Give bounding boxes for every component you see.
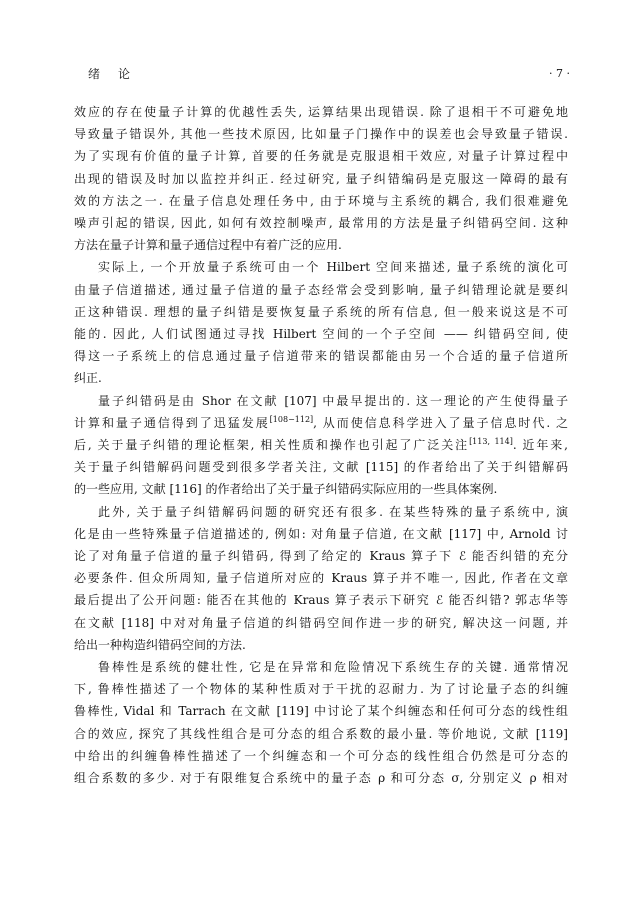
text-line: 此外, 关于量子纠错解码问题的研究还有很多. 在某些特殊的量子系统中, 演 [98, 504, 568, 519]
page-number: · 7 · [549, 67, 570, 80]
text-line: 由量子信道描述, 通过量子信道的量子态经常会受到影响, 量子纠错理论就是要纠 [74, 282, 568, 297]
body-text [74, 101, 568, 789]
citation-superscript: [113, 114] [469, 437, 513, 447]
text-line: 合的效应, 探究了其线性组合是可分态的组合系数的最小量. 等价地说, 文献 [119] [74, 726, 568, 741]
text-fragment: , 从而使信息科学进入了量子信息时代. 之 [313, 415, 568, 430]
text-line: 在文献 [118] 中对对角量子信道的纠错码空间作进一步的研究, 解决这一问题, 并 [74, 615, 568, 630]
text-line: 为了实现有价值的量子计算, 首要的任务就是克服退相干效应, 对量子计算过程中 [74, 149, 568, 164]
text-line: 导致量子错误外, 其他一些技术原因, 比如量子门操作中的误差也会导致量子错误. [74, 127, 568, 142]
text-line: 化是由一些特殊量子信道描述的, 例如: 对角量子信道, 在文献 [117] 中, Arnold 讨 [74, 526, 568, 541]
text-line: 量子纠错码是由 Shor 在文献 [107] 中最早提出的. 这一理论的产生使得量子 [98, 393, 568, 408]
text-fragment: . 近年来, [512, 438, 568, 453]
paragraph-4 [74, 501, 568, 656]
text-line: 得这一子系统上的信息通过量子信道带来的错误都能由另一个合适的量子信道所 [74, 349, 568, 364]
text-fragment: 计算和量子通信得到了迅猛发展 [74, 415, 270, 430]
running-header [88, 66, 570, 82]
paragraph-5 [74, 656, 568, 789]
text-line [74, 412, 568, 434]
text-line: 能的. 因此, 人们试图通过寻找 Hilbert 空间的一个子空间 —— 纠错码空间, 使 [74, 327, 568, 342]
text-line: 效应的存在使量子计算的优越性丢失, 运算结果出现错误. 除了退相干不可避免地 [74, 105, 568, 119]
text-line: 效的方法之一. 在量子信息处理任务中, 由于环境与主系统的耦合, 我们很难避免 [74, 193, 568, 208]
text-line: 下, 鲁棒性描述了一个物体的某种性质对于干扰的忍耐力. 为了讨论量子态的纠缠 [74, 682, 568, 697]
chapter-title: 绪论 [88, 67, 149, 81]
text-line: 纠正. [74, 371, 102, 386]
paragraph-1 [74, 101, 568, 256]
text-line: 鲁棒性, Vidal 和 Tarrach 在文献 [119] 中讨论了某个纠缠态和任何可分态的线性组 [74, 704, 568, 719]
text-line: 必要条件. 但众所周知, 量子信道所对应的 Kraus 算子并不唯一, 因此, 作者在文章 [74, 571, 568, 586]
text-fragment: 后, 关于量子纠错的理论框架, 相关性质和操作也引起了广泛关注 [74, 438, 470, 453]
text-line: 正这种错误. 理想的量子纠错是要恢复量子系统的所有信息, 但一般来说这是不可 [74, 304, 568, 319]
text-line: 实际上, 一个开放量子系统可由一个 Hilbert 空间来描述, 量子系统的演化可 [98, 260, 568, 275]
paragraph-2 [74, 256, 568, 389]
text-line: 给出一种构造纠错码空间的方法. [74, 637, 246, 652]
text-line: 论了对角量子信道的量子纠错码, 得到了给定的 Kraus 算子下 ℰ 能否纠错的充分 [74, 549, 568, 564]
text-line: 最后提出了公开问题: 能否在其他的 Kraus 算子表示下研究 ℰ 能否纠错? 郭志华等 [74, 593, 568, 608]
citation-superscript: [108−112] [269, 414, 314, 424]
text-line: 鲁棒性是系统的健壮性, 它是在异常和危险情况下系统生存的关键. 通常情况 [98, 660, 568, 675]
text-line: 出现的错误及时加以监控并纠正. 经过研究, 量子纠错编码是克服这一障碍的最有 [74, 171, 568, 186]
text-line: 噪声引起的错误, 因此, 如何有效控制噪声, 最常用的方法是量子纠错码空间. 这种 [74, 216, 568, 231]
text-line: 中给出的纠缠鲁棒性描述了一个纠缠态和一个可分态的线性组合仍然是可分态的 [74, 748, 568, 763]
text-line: 的一些应用, 文献 [116] 的作者给出了关于量子纠错码实际应用的一些具体案例. [74, 482, 498, 497]
text-line [74, 434, 568, 456]
paragraph-3 [74, 390, 568, 501]
text-line: 关于量子纠错解码问题受到很多学者关注, 文献 [115] 的作者给出了关于纠错解码 [74, 460, 568, 475]
text-line: 组合系数的多少. 对于有限维复合系统中的量子态 ρ 和可分态 σ, 分别定义 ρ 相对 [74, 771, 568, 786]
text-line: 方法在量子计算和量子通信过程中有着广泛的应用. [74, 238, 342, 253]
